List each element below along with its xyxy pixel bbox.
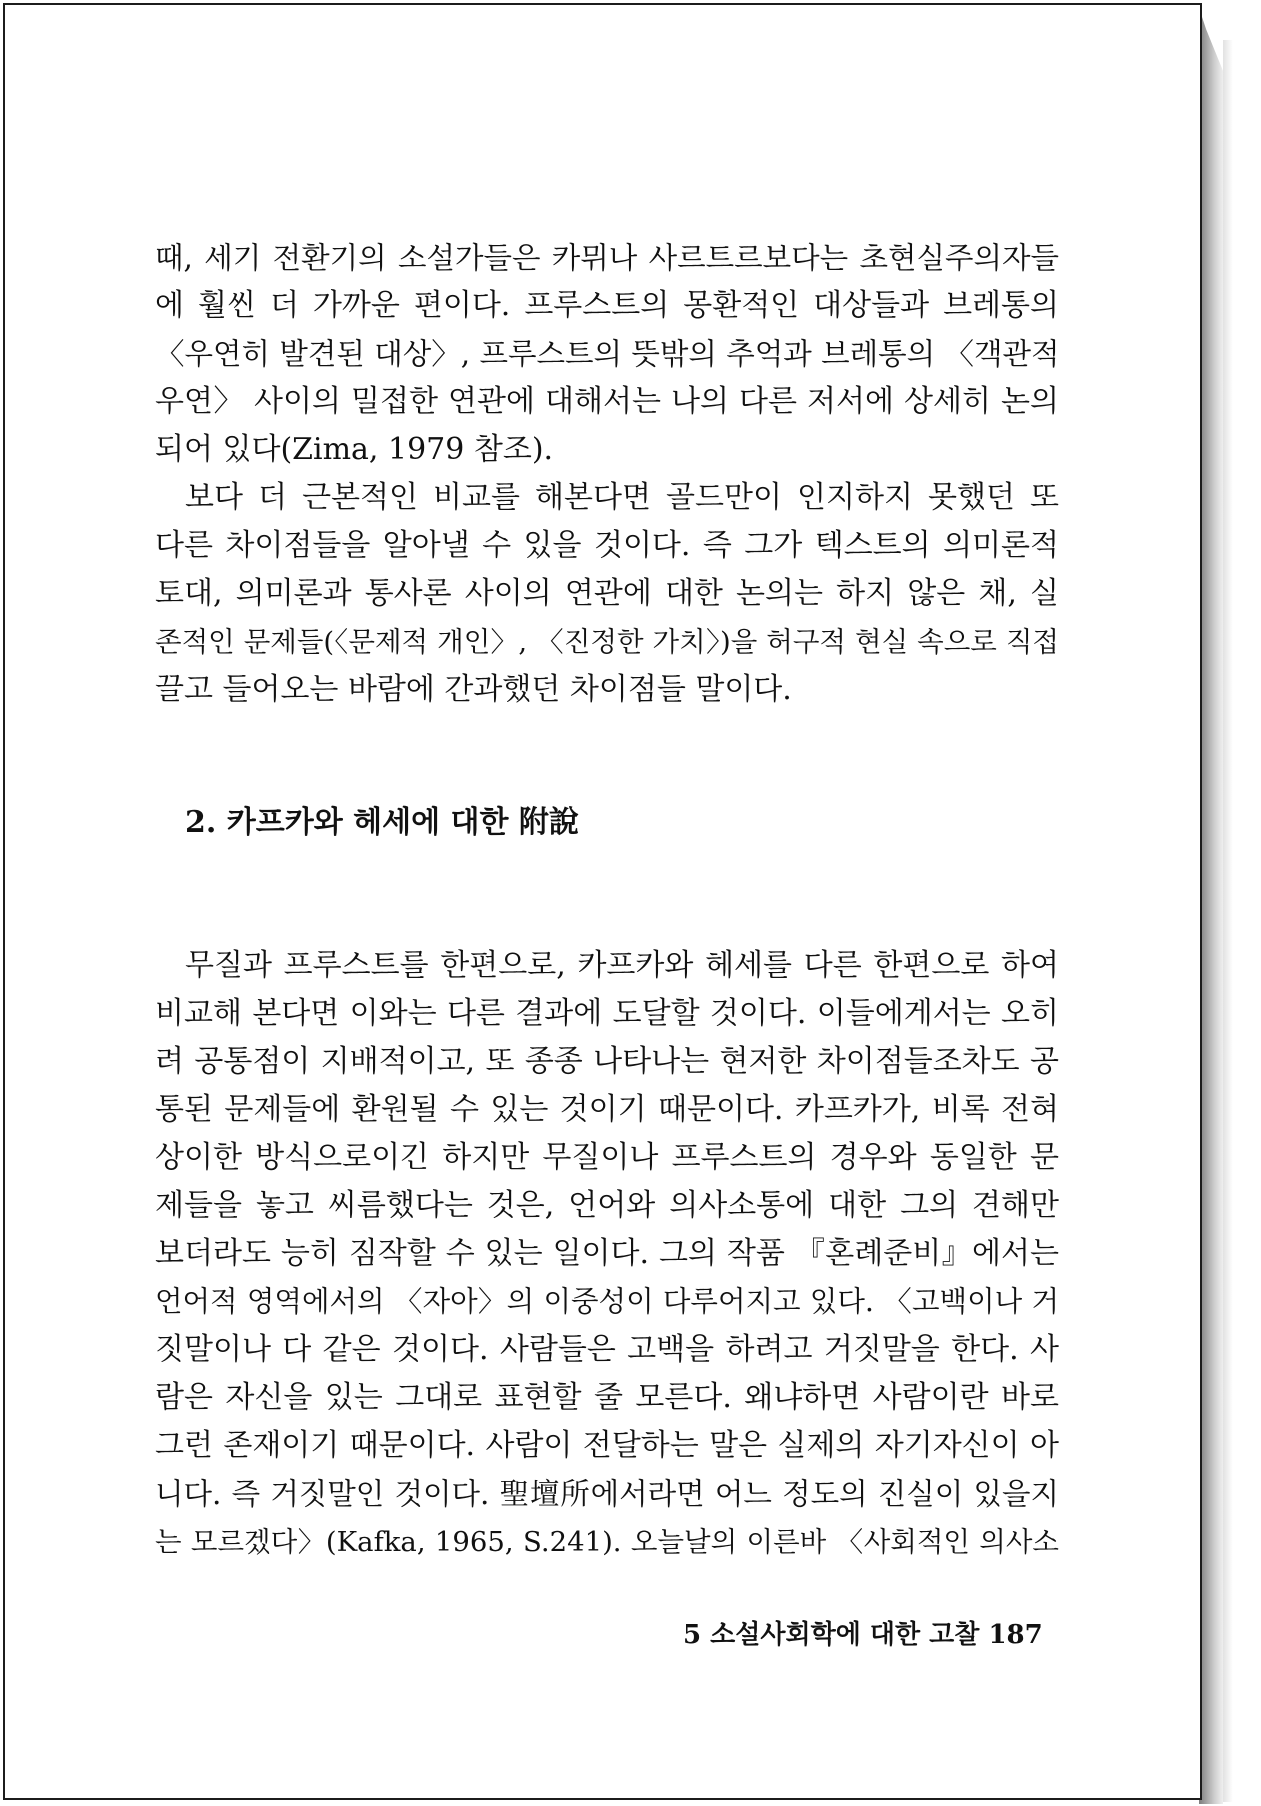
text-line: 보다 더 근본적인 비교를 해본다면 골드만이 인지하지 못했던 또 — [185, 480, 1059, 515]
text-line: 려 공통점이 지배적이고, 또 종종 나타나는 현저한 차이점들조차도 공 — [155, 1044, 1059, 1079]
text-line: 〈우연히 발견된 대상〉, 프루스트의 뜻밖의 추억과 브레통의 〈객관적 — [155, 337, 1060, 371]
text-line: 그런 존재이기 때문이다. 사람이 전달하는 말은 실제의 자기자신이 아 — [155, 1428, 1059, 1463]
text-line: 끌고 들어오는 바람에 간과했던 차이점들 말이다. — [155, 672, 792, 707]
text-line: 니다. 즉 거짓말인 것이다. 聖壇所에서라면 어느 정도의 진실이 있을지 — [155, 1477, 1059, 1511]
text-line: 언어적 영역에서의 〈자아〉의 이중성이 다루어지고 있다. 〈고백이나 거 — [155, 1285, 1059, 1318]
text-line: 되어 있다(Zima, 1979 참조). — [155, 432, 554, 467]
text-line: 우연〉 사이의 밀접한 연관에 대해서는 나의 다른 저서에 상세히 논의 — [155, 384, 1059, 419]
page-curl — [1199, 8, 1223, 1804]
text-line: 때, 세기 전환기의 소설가들은 카뮈나 사르트르보다는 초현실주의자들 — [155, 241, 1059, 275]
text-line: 보더라도 능히 짐작할 수 있는 일이다. 그의 작품 『혼례준비』에서는 — [155, 1236, 1059, 1271]
text-line: 비교해 본다면 이와는 다른 결과에 도달할 것이다. 이들에게서는 오히 — [155, 996, 1059, 1031]
text-line: 람은 자신을 있는 그대로 표현할 줄 모른다. 왜냐하면 사람이란 바로 — [155, 1380, 1059, 1415]
page-footer: 5 소설사회학에 대한 고찰 187 — [683, 1620, 1043, 1650]
text-line: 존적인 문제들(〈문제적 개인〉, 〈진정한 가치〉)을 허구적 현실 속으로 직접 — [155, 626, 1059, 658]
text-line: 무질과 프루스트를 한편으로, 카프카와 헤세를 다른 한편으로 하여 — [185, 948, 1059, 983]
text-line: 에 훨씬 더 가까운 편이다. 프루스트의 몽환적인 대상들과 브레통의 — [155, 288, 1059, 323]
page-edge-shadow — [1223, 40, 1233, 1802]
text-line: 제들을 놓고 씨름했다는 것은, 언어와 의사소통에 대한 그의 견해만 — [155, 1188, 1059, 1223]
section-heading: 2. 카프카와 헤세에 대한 附說 — [185, 805, 579, 840]
text-line: 는 모르겠다〉(Kafka, 1965, S.241). 오늘날의 이른바 〈사회적인 의사소 — [155, 1526, 1059, 1558]
text-line: 다른 차이점들을 알아낼 수 있을 것이다. 즉 그가 텍스트의 의미론적 — [155, 528, 1059, 563]
document-page — [3, 3, 1202, 1800]
text-line: 상이한 방식으로이긴 하지만 무질이나 프루스트의 경우와 동일한 문 — [155, 1140, 1059, 1175]
text-line: 통된 문제들에 환원될 수 있는 것이기 때문이다. 카프카가, 비록 전혀 — [155, 1092, 1059, 1127]
text-line: 짓말이나 다 같은 것이다. 사람들은 고백을 하려고 거짓말을 한다. 사 — [155, 1332, 1059, 1367]
text-line: 토대, 의미론과 통사론 사이의 연관에 대한 논의는 하지 않은 채, 실 — [155, 576, 1059, 611]
